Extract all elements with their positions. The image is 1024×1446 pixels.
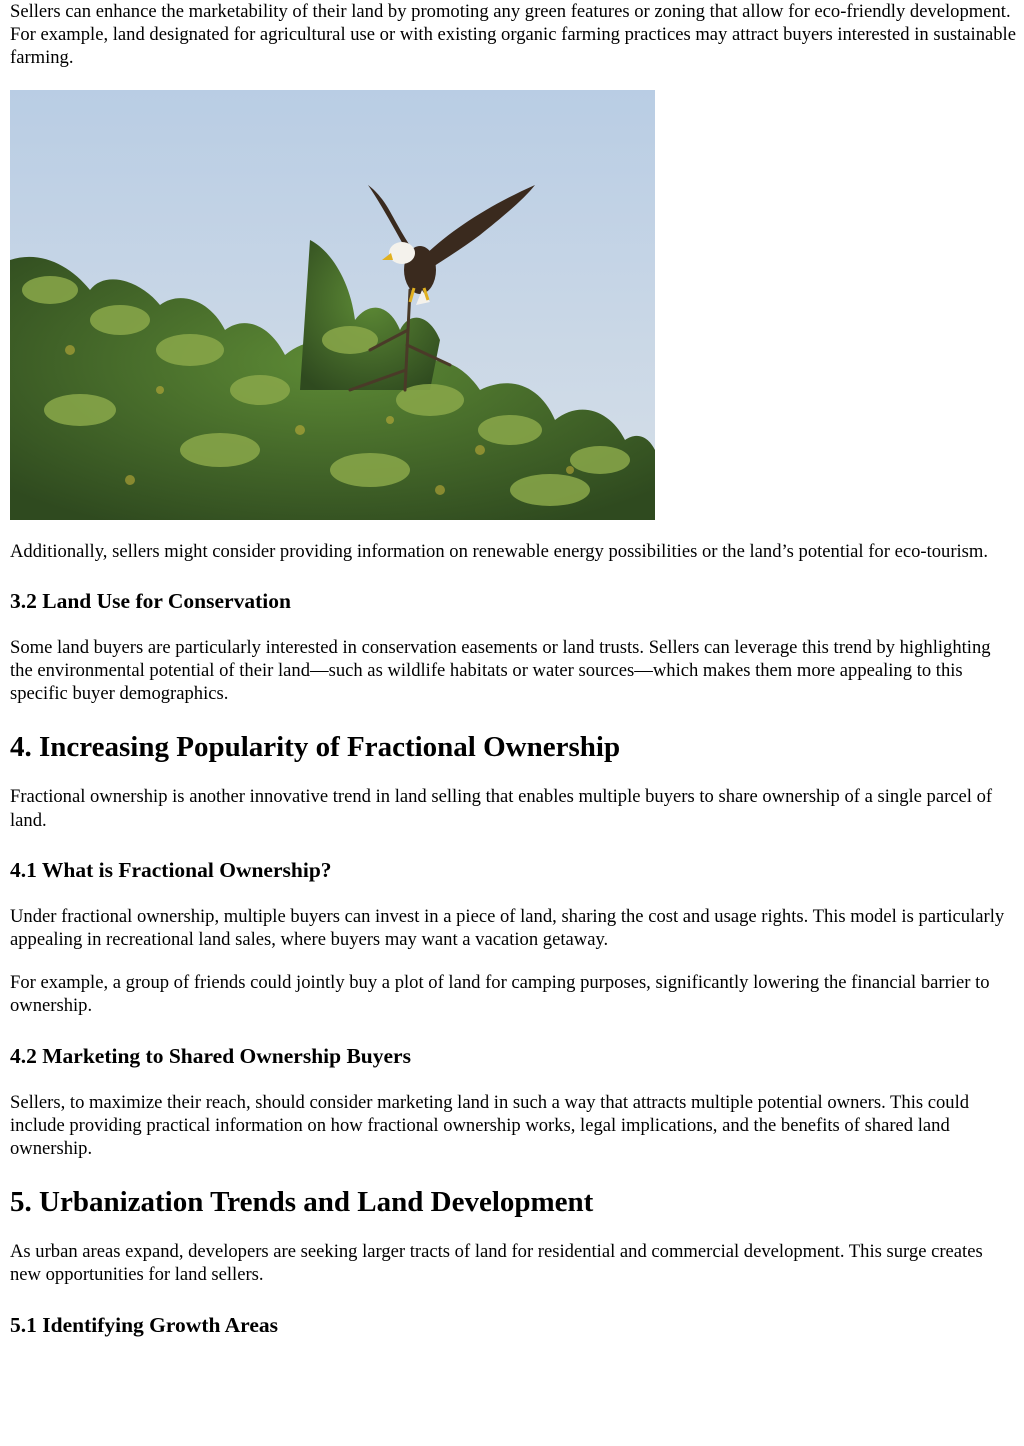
- heading-5-1: 5.1 Identifying Growth Areas: [10, 1312, 278, 1337]
- paragraph-fractional-example: For example, a group of friends could jointly buy a plot of land for camping purposes, significantly lowering the financial barrier to ownership.: [10, 972, 990, 1017]
- heading-4: 4. Increasing Popularity of Fractional Ownership: [10, 731, 621, 764]
- heading-3-2: 3.2 Land Use for Conservation: [10, 588, 291, 613]
- paragraph-fractional-intro: Fractional ownership is another innovative trend in land selling that enables multiple buyers to share ownership of a single parcel of land.: [10, 786, 993, 831]
- heading-4-1: 4.1 What is Fractional Ownership?: [10, 857, 332, 882]
- heading-5: 5. Urbanization Trends and Land Development: [10, 1186, 594, 1219]
- paragraph-fractional-def: Under fractional ownership, multiple buyers can invest in a piece of land, sharing the cost and usage rights. This model is particularly appealing in recreational land sales, where buyers may want a vacation getaway.: [10, 905, 1005, 951]
- heading-4-2: 4.2 Marketing to Shared Ownership Buyers: [10, 1043, 411, 1068]
- paragraph-conservation: Some land buyers are particularly interested in conservation easements or land trusts. Sellers can leverage this trend by highlighting the environmental potential of their land—such as wildlife habitats or water sources—which makes them more appealing to this specific buyer demographics.: [10, 636, 991, 705]
- paragraph-marketing: Sellers, to maximize their reach, should consider marketing land in such a way that attracts multiple potential owners. This could include providing practical information on how fractional ownership works, legal implications, and the benefits of shared land ownership.: [10, 1091, 970, 1160]
- paragraph-renewable: Additionally, sellers might consider providing information on renewable energy possibilities or the land’s potential for eco-tourism.: [10, 540, 989, 562]
- article: [10, 0, 1016, 1338]
- paragraph-urban: As urban areas expand, developers are seeking larger tracts of land for residential and commercial development. This surge creates new opportunities for land sellers.: [10, 1241, 983, 1286]
- paragraph-green-features: Sellers can enhance the marketability of their land by promoting any green features or zoning that allow for eco-friendly development. For example, land designated for agricultural use or with existing organic farming practices may attract buyers interested in sustainable farming.: [10, 1, 1016, 69]
- eagle-pine-photo: [10, 90, 655, 520]
